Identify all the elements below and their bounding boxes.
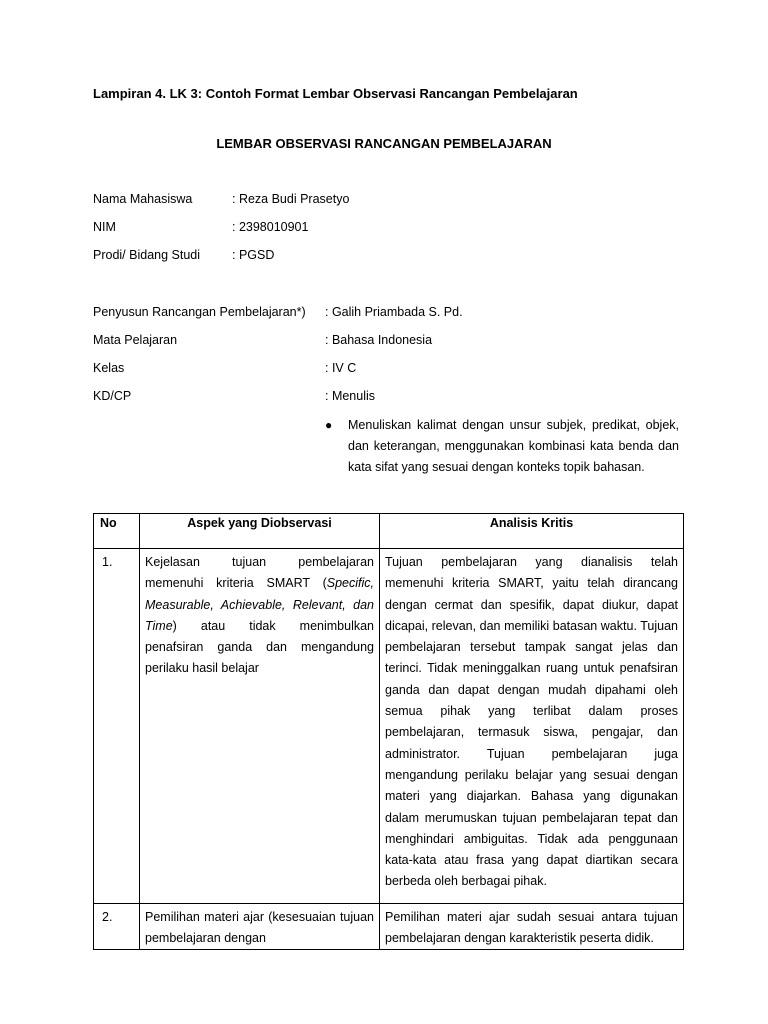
observation-table bbox=[93, 513, 684, 950]
table-row bbox=[94, 903, 684, 950]
header-analysis: Analisis Kritis bbox=[380, 514, 684, 549]
header-no: No bbox=[94, 514, 140, 549]
subject-label: Mata Pelajaran bbox=[93, 333, 178, 347]
header-aspect: Aspek yang Diobservasi bbox=[140, 514, 380, 549]
class-value: : IV C bbox=[325, 361, 357, 375]
subject-value: : Bahasa Indonesia bbox=[325, 333, 433, 347]
aspect-text-part-2: ) atau tidak menimbulkan penafsiran ganda dan mengandung perilaku hasil belajar bbox=[145, 618, 374, 676]
table-row bbox=[94, 549, 684, 904]
student-nim-value: : 2398010901 bbox=[232, 220, 309, 234]
row-number: 2. bbox=[94, 903, 140, 950]
aspect-cell bbox=[140, 549, 380, 904]
aspect-text-part-1: Kejelasan tujuan pembelajaran memenuhi kriteria SMART ( bbox=[145, 555, 374, 591]
analysis-cell: Pemilihan materi ajar sudah sesuai antara tujuan pembelajaran dengan karakteristik peserta didik. bbox=[380, 903, 684, 950]
aspect-cell: Pemilihan materi ajar (kesesuaian tujuan pembelajaran dengan bbox=[140, 903, 380, 950]
student-name-value: : Reza Budi Prasetyo bbox=[232, 192, 350, 206]
class-label: Kelas bbox=[93, 361, 125, 375]
student-name-label: Nama Mahasiswa bbox=[93, 192, 193, 206]
analysis-cell: Tujuan pembelajaran yang dianalisis telah memenuhi kriteria SMART, yaitu telah dirancang dengan cermat dan spesifik, dapat diukur, dapat dicapai, relevan, dan memiliki batasan waktu. Tujuan pembelajaran tersebut tampak sangat jelas dan terinci. Tidak meninggalkan ruang untuk penafsiran ganda dan dapat dengan mudah dipahami oleh semua pihak yang terlibat dalam proses pembelajaran, termasuk siswa, pengajar, dan administrator. Tujuan pembelajaran juga mengandung perilaku belajar yang sesuai dengan materi yang diajarkan. Bahasa yang digunakan dalam merumuskan tujuan pembelajaran tepat dan menghindari ambiguitas. Tidak ada penggunaan kata-kata atau frasa yang dapat diartikan secara berbeda oleh berbagai pihak. bbox=[380, 549, 684, 904]
kdcp-label: KD/CP bbox=[93, 389, 132, 403]
competency-text: Menuliskan kalimat dengan unsur subjek, predikat, objek, dan keterangan, menggunakan kombinasi kata benda dan kata sifat yang sesuai dengan konteks topik bahasan. bbox=[348, 418, 679, 474]
appendix-heading: Lampiran 4. LK 3: Contoh Format Lembar Observasi Rancangan Pembelajaran bbox=[93, 86, 578, 101]
student-prodi-label: Prodi/ Bidang Studi bbox=[93, 248, 201, 262]
aspect-text-italic: Specific, Measurable, Achievable, Relevant, dan Time bbox=[145, 576, 374, 633]
student-nim-label: NIM bbox=[93, 220, 116, 234]
student-prodi-value: : PGSD bbox=[232, 248, 275, 262]
designer-label: Penyusun Rancangan Pembelajaran*) bbox=[93, 305, 306, 319]
kdcp-value: : Menulis bbox=[325, 389, 376, 403]
form-title: LEMBAR OBSERVASI RANCANGAN PEMBELAJARAN bbox=[216, 136, 552, 151]
designer-value: : Galih Priambada S. Pd. bbox=[325, 305, 463, 319]
bullet-icon: ● bbox=[325, 418, 333, 432]
table-header-row bbox=[94, 514, 684, 549]
row-number: 1. bbox=[94, 549, 140, 904]
